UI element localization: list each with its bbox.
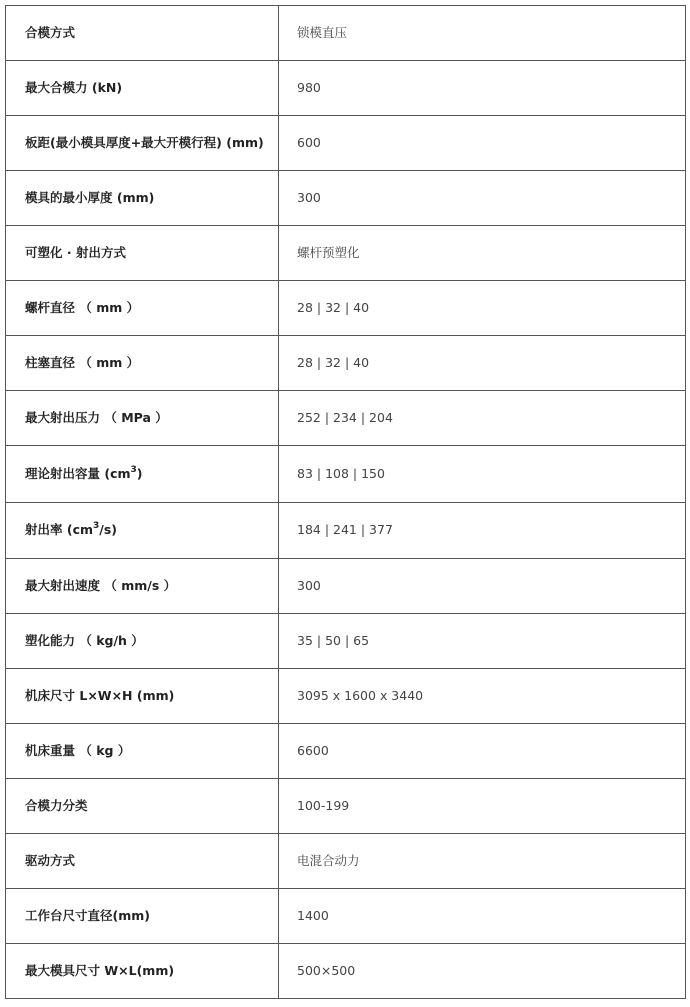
spec-label: 合模方式 [6,6,279,61]
spec-label: 最大射出压力 （ MPa ） [6,391,279,446]
spec-label: 机床尺寸 L×W×H (mm) [6,669,279,724]
spec-label: 柱塞直径 （ mm ） [6,336,279,391]
spec-label-suffix: ) [136,465,143,481]
spec-value: 100-199 [279,779,686,834]
spec-label: 工作台尺寸直径(mm) [6,889,279,944]
spec-value: 28 | 32 | 40 [279,281,686,336]
spec-label: 驱动方式 [6,834,279,889]
spec-value: 3095 x 1600 x 3440 [279,669,686,724]
table-row [6,391,686,446]
spec-value: 电混合动力 [279,834,686,889]
spec-value: 6600 [279,724,686,779]
spec-label-suffix: /s) [99,522,117,538]
table-row [6,944,686,999]
spec-label: 螺杆直径 （ mm ） [6,281,279,336]
spec-label: 合模力分类 [6,779,279,834]
table-row [6,6,686,61]
spec-value: 300 [279,171,686,226]
table-row [6,834,686,889]
spec-value: 螺杆预塑化 [279,226,686,281]
superscript-3: 3 [93,521,100,532]
spec-label: 最大射出速度 （ mm/s ） [6,559,279,614]
superscript-3: 3 [130,464,137,475]
table-row [6,559,686,614]
table-row [6,614,686,669]
table-row [6,61,686,116]
spec-label: 塑化能力 （ kg/h ） [6,614,279,669]
spec-value: 300 [279,559,686,614]
spec-label [6,446,279,503]
table-row [6,116,686,171]
spec-value: 83 | 108 | 150 [279,446,686,503]
spec-label-text: 理论射出容量 (cm [25,465,131,481]
table-row [6,669,686,724]
spec-label: 机床重量 （ kg ） [6,724,279,779]
spec-value: 35 | 50 | 65 [279,614,686,669]
spec-value: 锁模直压 [279,6,686,61]
spec-table [5,5,686,999]
spec-value: 28 | 32 | 40 [279,336,686,391]
spec-label: 板距(最小模具厚度+最大开模行程) (mm) [6,116,279,171]
spec-value: 1400 [279,889,686,944]
table-row [6,779,686,834]
spec-label-text: 射出率 (cm [25,522,93,538]
table-row [6,446,686,503]
spec-label: 可塑化 · 射出方式 [6,226,279,281]
table-row [6,724,686,779]
spec-value: 252 | 234 | 204 [279,391,686,446]
table-row [6,281,686,336]
spec-label: 最大模具尺寸 W×L(mm) [6,944,279,999]
spec-label: 最大合模力 (kN) [6,61,279,116]
spec-label [6,502,279,559]
table-row [6,171,686,226]
spec-value: 184 | 241 | 377 [279,502,686,559]
table-row [6,502,686,559]
table-row [6,889,686,944]
table-row [6,336,686,391]
table-row [6,226,686,281]
spec-value: 980 [279,61,686,116]
spec-value: 500×500 [279,944,686,999]
spec-value: 600 [279,116,686,171]
spec-label: 模具的最小厚度 (mm) [6,171,279,226]
